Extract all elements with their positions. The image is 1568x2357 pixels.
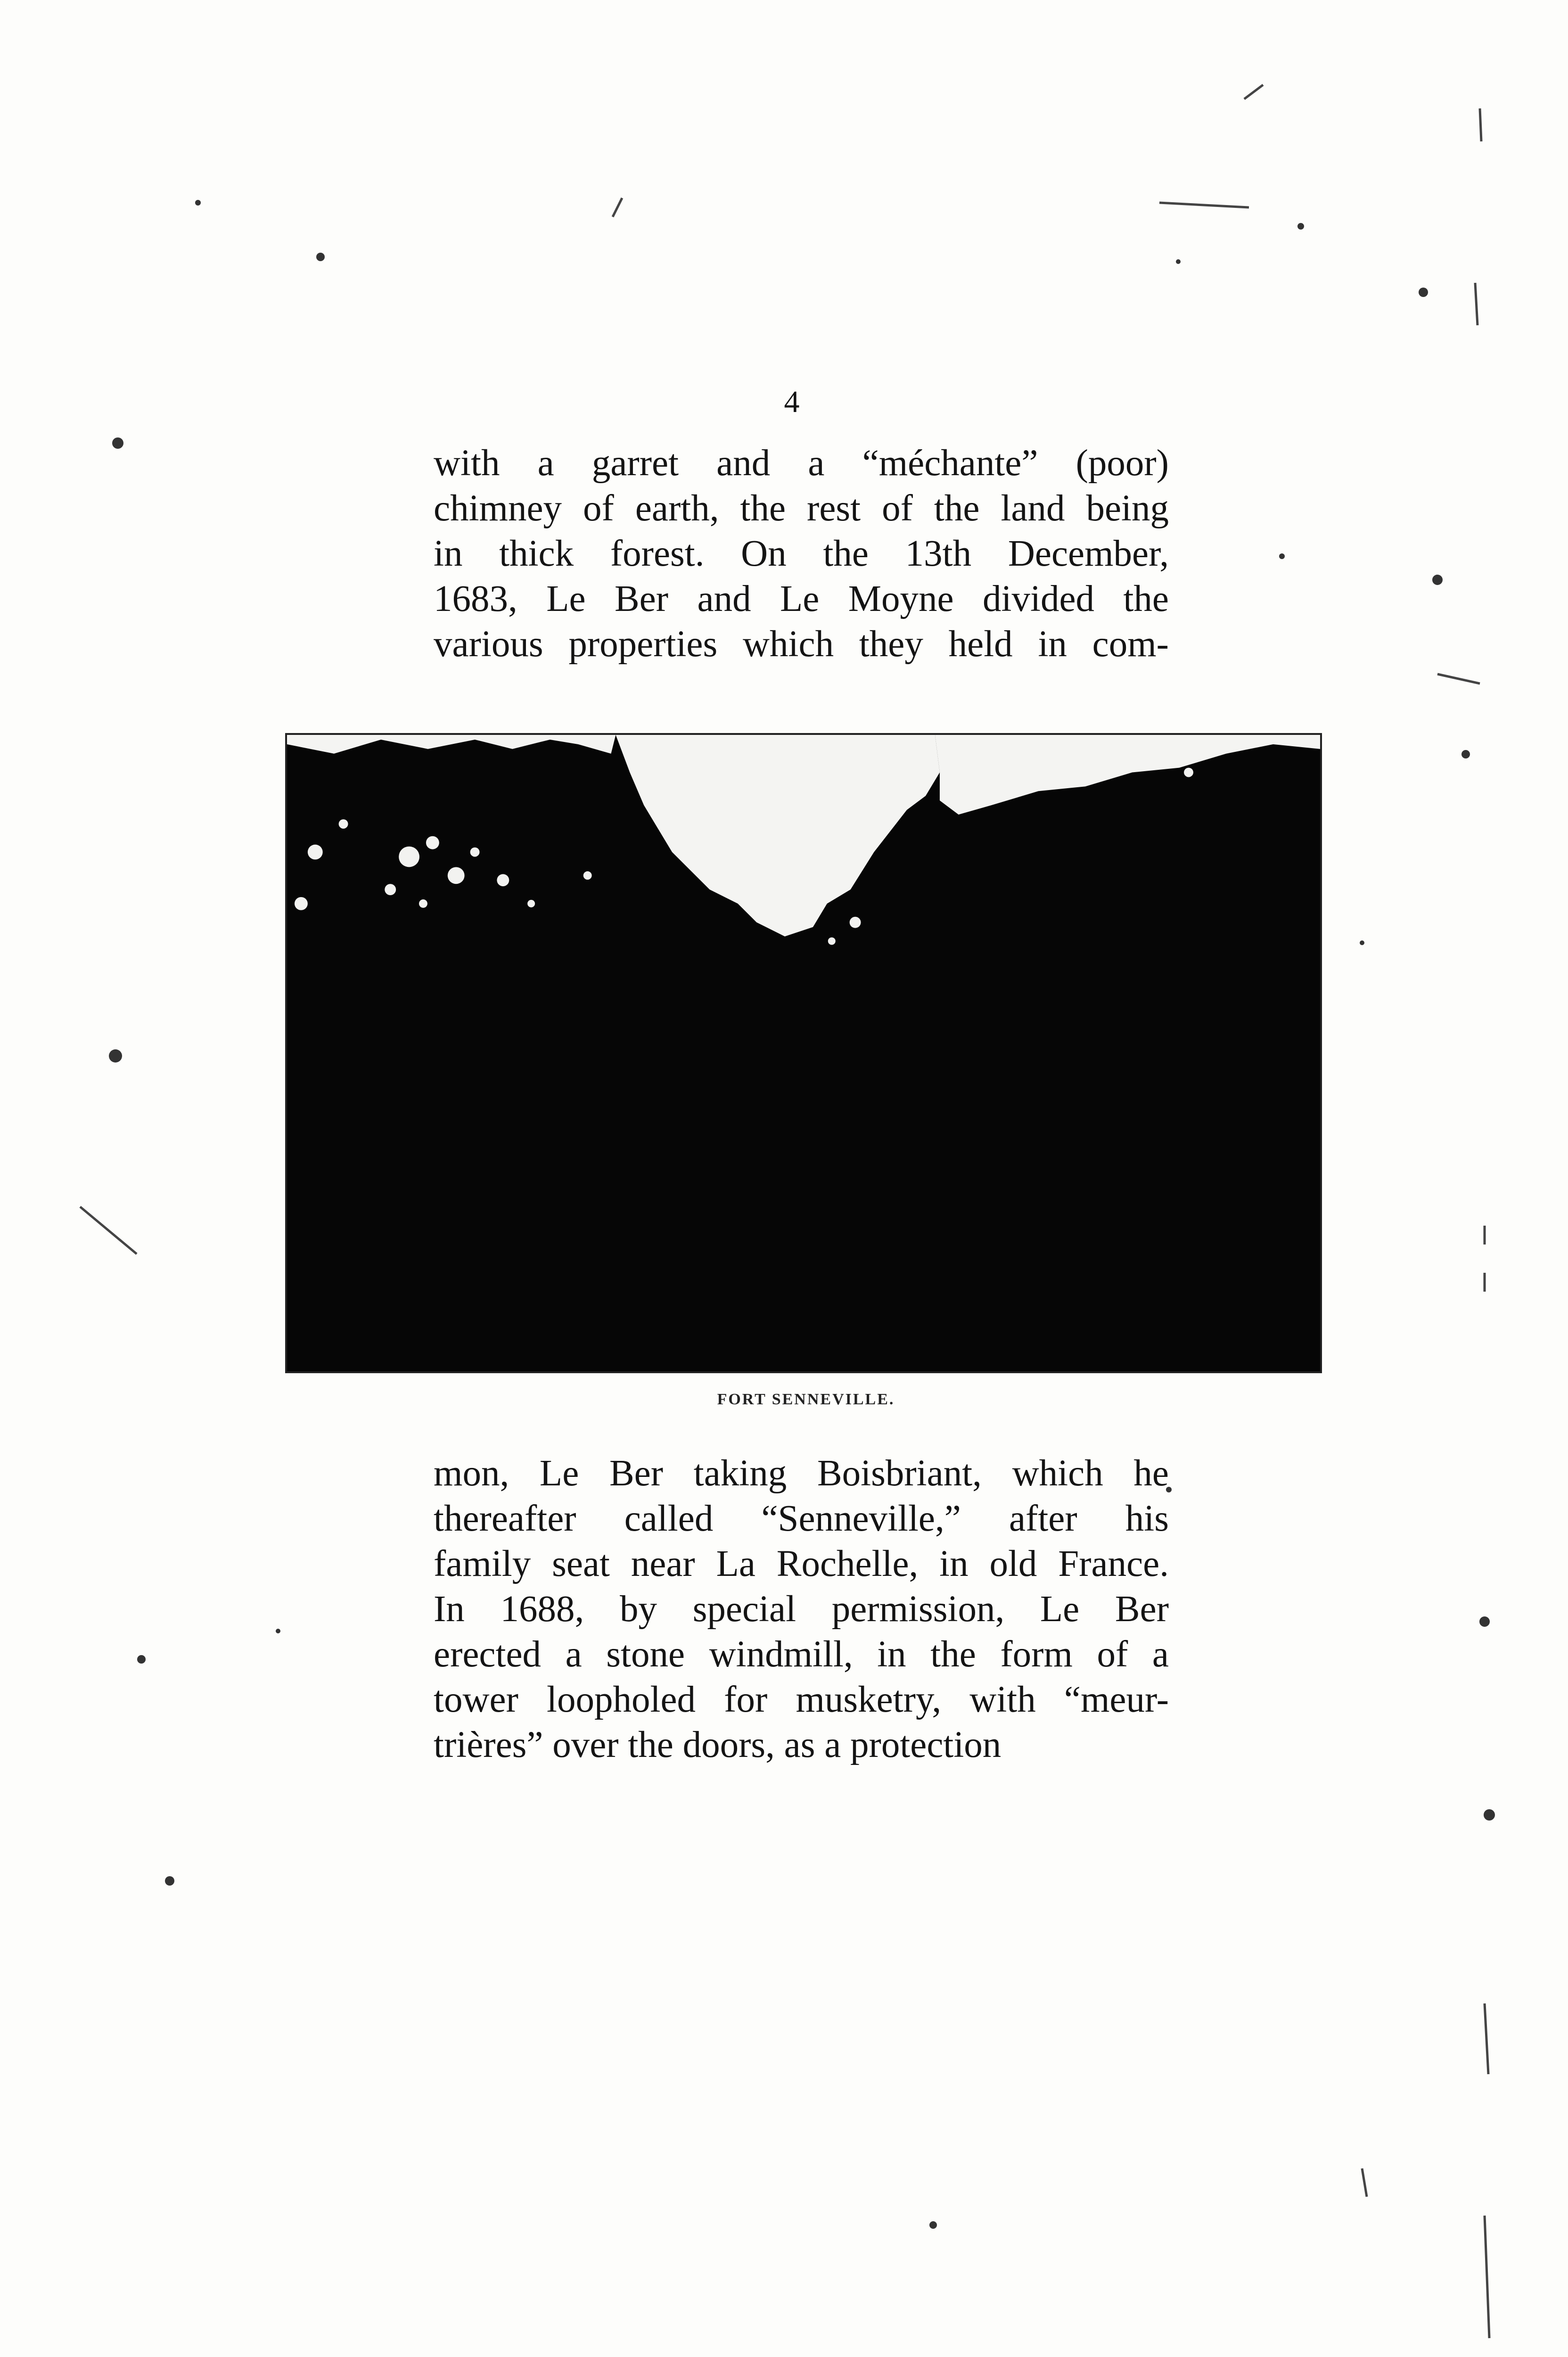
photo-trees-silhouette (287, 735, 1320, 1371)
text-line: mon, Le Ber taking Boisbriant, which he (434, 1453, 1169, 1494)
text-line: in thick forest. On the 13th December, (434, 533, 1169, 574)
text-line: tower loopholed for musketry, with “meur- (434, 1679, 1169, 1720)
page-number: 4 (784, 385, 800, 419)
text-line: thereafter called “Senneville,” after his (434, 1498, 1169, 1539)
bottom-paragraph (434, 1451, 1169, 1768)
text-line: various properties which they held in com- (434, 624, 1169, 665)
top-paragraph (434, 441, 1169, 667)
text-line: family seat near La Rochelle, in old France. (434, 1543, 1169, 1584)
text-line: chimney of earth, the rest of the land being (434, 488, 1169, 529)
text-line: 1683, Le Ber and Le Moyne divided the (434, 578, 1169, 619)
figure-caption: FORT SENNEVILLE. (717, 1391, 895, 1408)
text-line: trières” over the doors, as a protection (434, 1724, 1002, 1765)
fort-photograph (285, 733, 1322, 1373)
text-line: with a garret and a “méchante” (poor) (434, 443, 1169, 484)
text-line: erected a stone windmill, in the form of a (434, 1634, 1169, 1675)
text-line: In 1688, by special permission, Le Ber (434, 1589, 1169, 1630)
